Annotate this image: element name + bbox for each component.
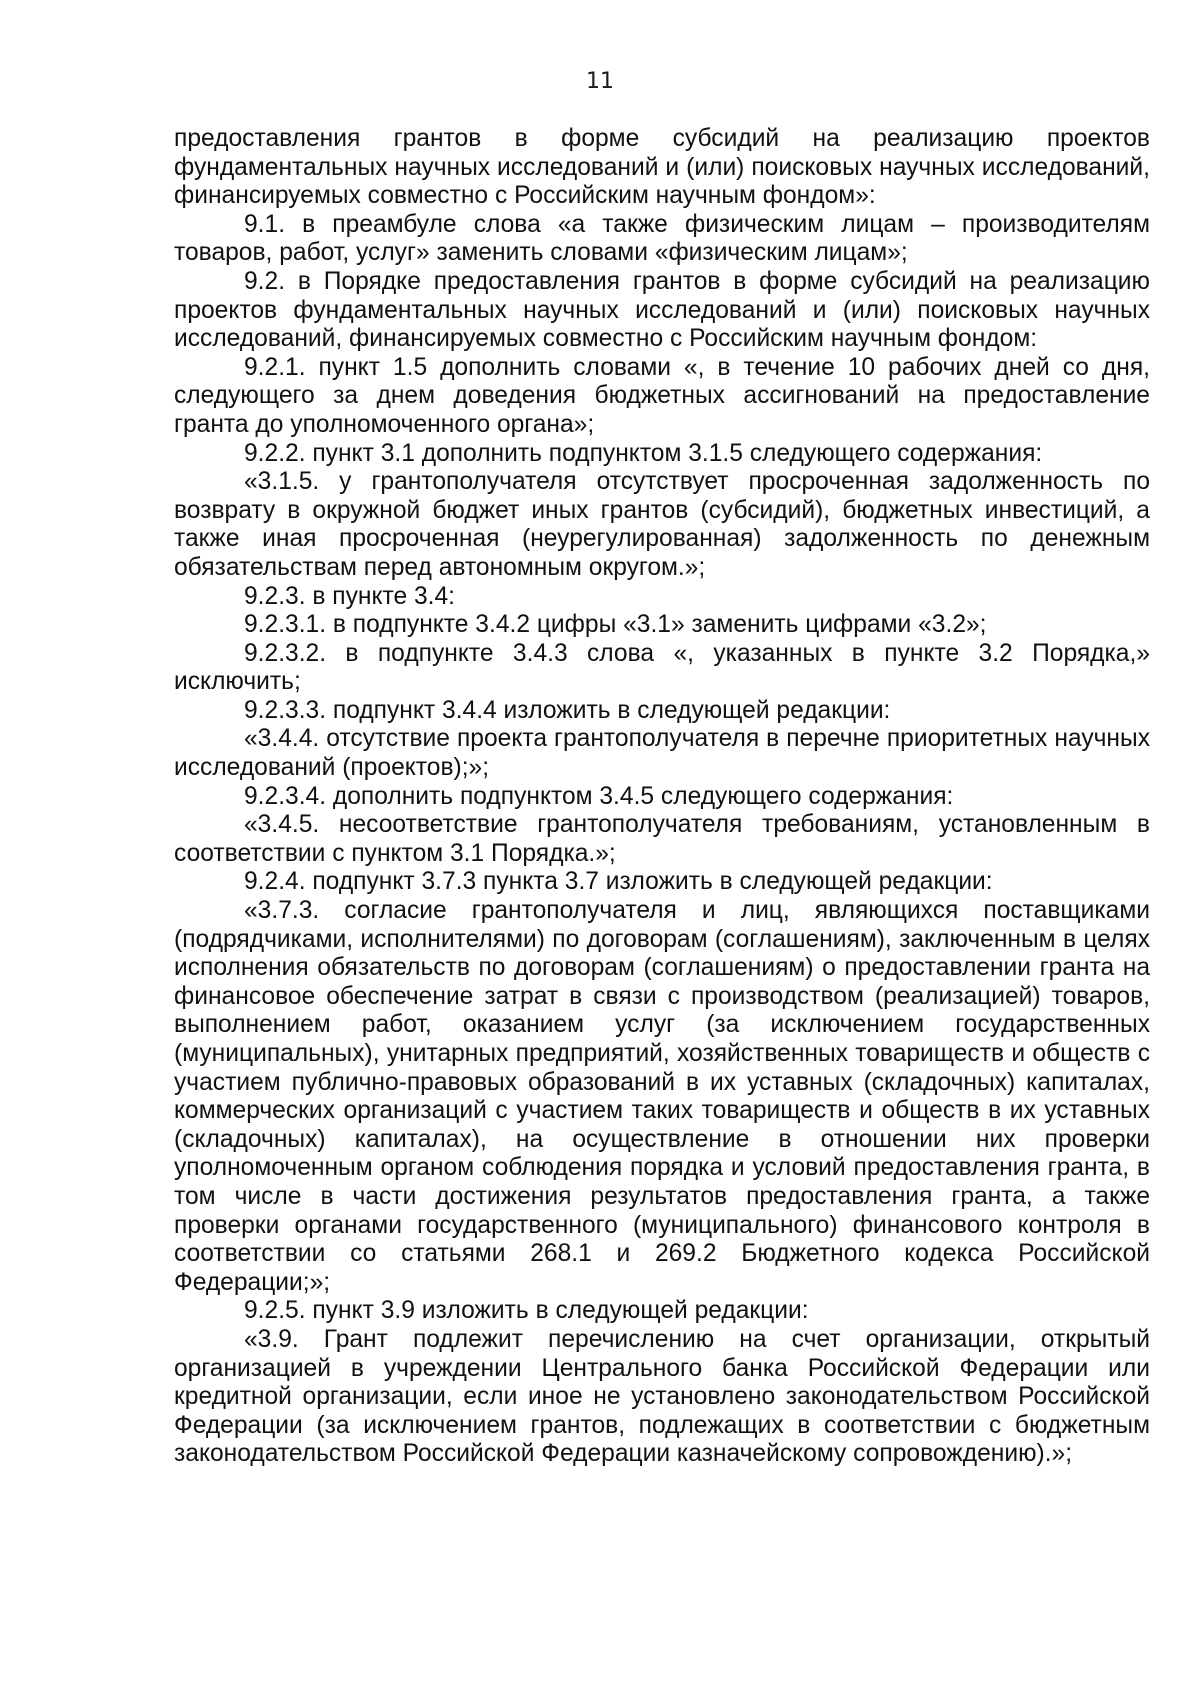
paragraph-3-7-3: «3.7.3. согласие грантополучателя и лиц, являющихся поставщиками (подрядчиками, исполнителями) по договорам (соглашениям), заключенным в целях исполнения обязательств по договорам (соглашениям) о предоставлении гранта на финансовое обеспечение затрат в связи с производством (реализацией) товаров, выполнением работ, оказанием услуг (за исключением государственных (муниципальных), унитарных предприятий, хозяйственных товариществ и обществ с участием публично-правовых образований в их уставных (складочных) капиталах, коммерческих организаций с участием таких товариществ и обществ в их уставных (складочных) капиталах), на осуществление в отношении них проверки уполномоченным органом соблюдения порядка и условий предоставления гранта, в том числе в части достижения результатов предоставления гранта, а также проверки органами государственного (муниципального) финансового контроля в соответствии со статьями 268.1 и 269.2 Бюджетного кодекса Российской Федерации;»; (174, 897, 1150, 1296)
document-body (174, 125, 1150, 1469)
paragraph-9-2-5: 9.2.5. пункт 3.9 изложить в следующей редакции: (244, 1297, 809, 1325)
paragraph-3-9: «3.9. Грант подлежит перечислению на счет организации, открытый организацией в учреждении Центрального банка Российской Федерации или кредитной организации, если иное не установлено законодательством Российской Федерации (за исключением грантов, подлежащих в соответствии с бюджетным законодательством Российской Федерации казначейскому сопровождению).»; (174, 1325, 1150, 1468)
paragraph-9-2: 9.2. в Порядке предоставления грантов в форме субсидий на реализацию проектов фундаментальных научных исследований и (или) поисковых научных исследований, финансируемых совместно с Российским научным фондом: (174, 267, 1150, 353)
paragraph-9-2-3: 9.2.3. в пункте 3.4: (244, 582, 456, 610)
paragraph-9-2-4: 9.2.4. подпункт 3.7.3 пункта 3.7 изложить в следующей редакции: (244, 868, 993, 896)
paragraph-9-2-3-4: 9.2.3.4. дополнить подпунктом 3.4.5 следующего содержания: (244, 782, 954, 810)
paragraph-intro: предоставления грантов в форме субсидий на реализацию проектов фундаментальных научных исследований и (или) поисковых научных исследований, финансируемых совместно с Российским научным фондом»: (174, 125, 1150, 210)
paragraph-9-2-3-1: 9.2.3.1. в подпункте 3.4.2 цифры «3.1» заменить цифрами «3.2»; (244, 611, 987, 639)
paragraph-9-2-3-2: 9.2.3.2. в подпункте 3.4.3 слова «, указанных в пункте 3.2 Порядка,» исключить; (174, 639, 1150, 696)
paragraph-9-1: 9.1. в преамбуле слова «а также физическим лицам – производителям товаров, работ, услуг» заменить словами «физическим лицам»; (174, 210, 1150, 267)
paragraph-3-1-5: «3.1.5. у грантополучателя отсутствует просроченная задолженность по возврату в окружной бюджет иных грантов (субсидий), бюджетных инвестиций, а также иная просроченная (неурегулированная) задолженность по денежным обязательствам перед автономным округом.»; (174, 468, 1150, 581)
paragraph-9-2-2: 9.2.2. пункт 3.1 дополнить подпунктом 3.1.5 следующего содержания: (244, 439, 1043, 467)
paragraph-9-2-3-3: 9.2.3.3. подпункт 3.4.4 изложить в следующей редакции: (244, 696, 891, 724)
paragraph-3-4-5: «3.4.5. несоответствие грантополучателя требованиям, установленным в соответствии с пунктом 3.1 Порядка.»; (174, 811, 1150, 867)
paragraph-9-2-1: 9.2.1. пункт 1.5 дополнить словами «, в течение 10 рабочих дней со дня, следующего за днем доведения бюджетных ассигнований на предоставление гранта до уполномоченного органа»; (174, 353, 1150, 438)
paragraph-3-4-4: «3.4.4. отсутствие проекта грантополучателя в перечне приоритетных научных исследований (проектов);»; (174, 725, 1150, 782)
page-number: 11 (586, 69, 614, 94)
